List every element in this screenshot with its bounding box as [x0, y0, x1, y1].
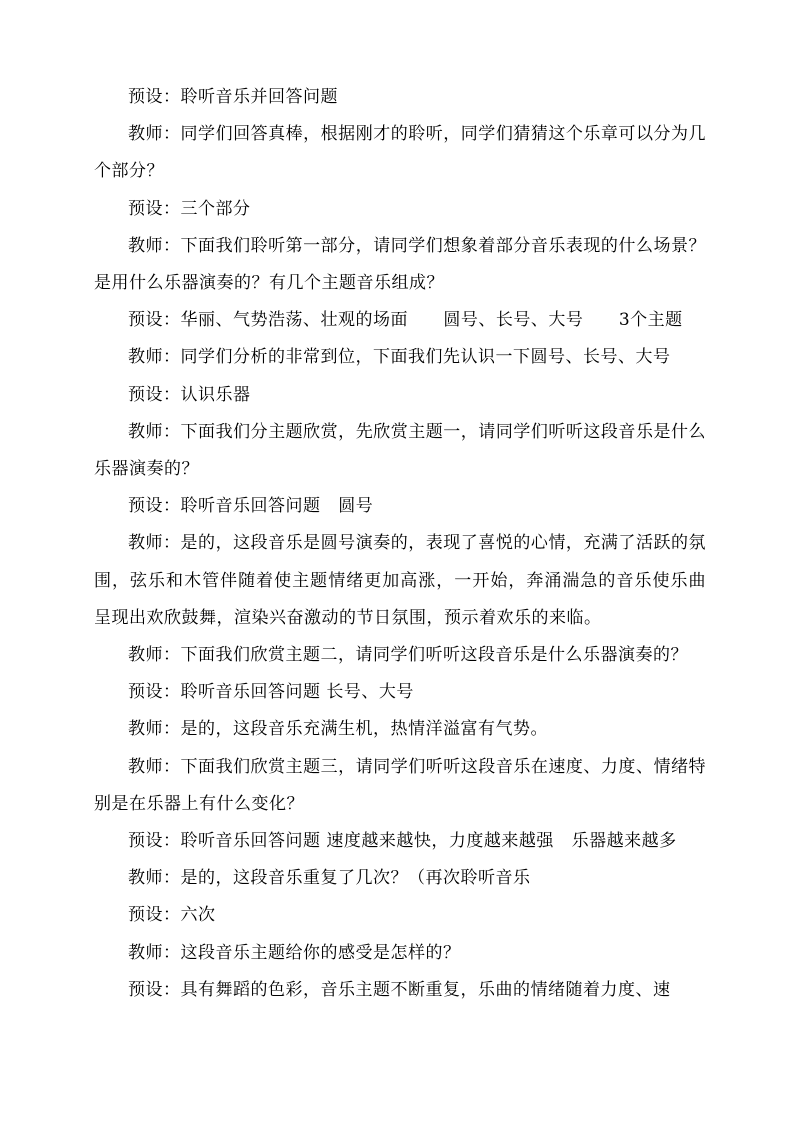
paragraph-teacher-9: 教师：是的，这段音乐重复了几次？（再次聆听音乐 [128, 868, 531, 889]
paragraph-preset-5: 预设：聆听音乐回答问题 圆号 [128, 496, 374, 517]
paragraph-preset-8: 预设：六次 [128, 905, 216, 926]
paragraph-teacher-2: 教师：下面我们聆听第一部分，请同学们想象着部分音乐表现的什么场景？是用什么乐器演奏的？有几个主题音乐组成？ [94, 235, 706, 294]
paragraph-teacher-4: 教师：下面我们分主题欣赏，先欣赏主题一，请同学们听听这段音乐是什么乐器演奏的？ [94, 421, 706, 480]
paragraph-teacher-3: 教师：同学们分析的非常到位，下面我们先认识一下圆号、长号、大号 [128, 347, 671, 368]
paragraph-preset-4: 预设：认识乐器 [128, 384, 251, 405]
document-body [94, 79, 706, 1009]
paragraph-teacher-6: 教师：下面我们欣赏主题二，请同学们听听这段音乐是什么乐器演奏的？ [128, 645, 688, 666]
paragraph-teacher-5: 教师：是的，这段音乐是圆号演奏的，表现了喜悦的心情，充满了活跃的氛围，弦乐和木管伴随着使主题情绪更加高涨，一开始，奔涌湍急的音乐使乐曲呈现出欢欣鼓舞，渲染兴奋激动的节日氛围，预示着欢乐的来临。 [94, 533, 706, 628]
paragraph-teacher-1: 教师：同学们回答真棒，根据刚才的聆听，同学们猜猜这个乐章可以分为几个部分？ [94, 124, 706, 182]
paragraph-preset-9: 预设：具有舞蹈的色彩，音乐主题不断重复，乐曲的情绪随着力度、速 [128, 979, 671, 1000]
paragraph-teacher-8: 教师：下面我们欣赏主题三，请同学们听听这段音乐在速度、力度、情绪特别是在乐器上有什么变化？ [94, 756, 706, 814]
paragraph-teacher-7: 教师：是的，这段音乐充满生机，热情洋溢富有气势。 [128, 719, 548, 740]
paragraph-preset-2: 预设：三个部分 [128, 198, 251, 219]
paragraph-preset-6: 预设：聆听音乐回答问题 长号、大号 [128, 682, 414, 703]
paragraph-preset-3: 预设：华丽、气势浩荡、壮观的场面 圆号、长号、大号 3个主题 [128, 310, 683, 331]
paragraph-preset-1: 预设：聆听音乐并回答问题 [128, 87, 338, 107]
paragraph-teacher-10: 教师：这段音乐主题给你的感受是怎样的？ [128, 942, 461, 963]
paragraph-preset-7: 预设：聆听音乐回答问题 速度越来越快，力度越来越强 乐器越来越多 [128, 831, 677, 852]
